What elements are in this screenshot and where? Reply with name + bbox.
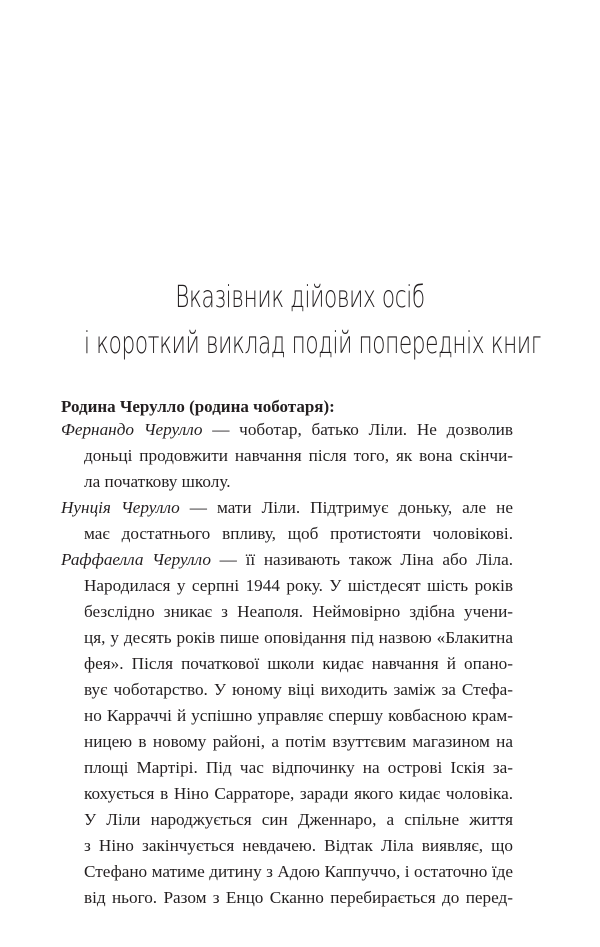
section-heading: Родина Черулло (родина чоботаря): <box>61 397 335 416</box>
entry-line <box>61 547 513 573</box>
entry-text: ницею в новому районі, а потім взуттєвим магазином на <box>84 732 513 751</box>
entry-line <box>84 599 513 625</box>
entry-line <box>61 417 513 443</box>
character-name: Фернандо Черулло <box>61 420 203 439</box>
entry-line <box>84 833 513 859</box>
entry-text: має достатнього впливу, щоб протистояти чоловікові. <box>84 524 513 543</box>
entry-text: з Ніно закінчується невдачею. Відтак Ліла виявляє, що <box>84 836 513 855</box>
entry-text: фея». Після початкової школи кидає навчання й опано- <box>84 654 513 673</box>
entry-text: У Ліли народжується син Дженнаро, а спільне життя <box>84 810 513 829</box>
entry-text: Стефано матиме дитину з Адою Каппуччо, і остаточно їде <box>84 862 513 881</box>
entry-text: — чоботар, батько Ліли. Не дозволив <box>202 420 513 439</box>
entry-text: ла початкову школу. <box>84 472 231 491</box>
entry-line <box>84 469 513 495</box>
entry-line <box>61 495 513 521</box>
entry-line <box>84 443 513 469</box>
entry-line <box>84 807 513 833</box>
entry-text: безслідно зникає з Неаполя. Неймовірно здібна учени- <box>84 602 513 621</box>
entry-line <box>84 755 513 781</box>
entry-text: но Карраччі й успішно управляє спершу ковбасною крам- <box>84 706 513 725</box>
entry-text: — мати Ліли. Підтримує доньку, але не <box>179 498 513 517</box>
entry-line <box>84 521 513 547</box>
entry-text: кохується в Ніно Сарраторе, заради якого кидає чоловіка. <box>84 784 513 803</box>
character-name: Раффаелла Черулло <box>61 550 211 569</box>
entry-text: від нього. Разом з Енцо Сканно перебирається до перед- <box>84 888 513 907</box>
entry-text: ця, у десять років пише оповідання під назвою «Блакитна <box>84 628 513 647</box>
entry-line <box>84 859 513 885</box>
entry-text: доньці продовжити навчання після того, як вона скінчи- <box>84 446 513 465</box>
page-title-line-2: і короткий виклад подій попередніх книг <box>83 326 542 361</box>
entry-text: — її називають також Ліна або Ліла. <box>210 550 514 569</box>
character-name: Нунція Черулло <box>61 498 180 517</box>
entry-line <box>84 625 513 651</box>
entry-line <box>84 781 513 807</box>
entry-text: площі Мартірі. Під час відпочинку на острові Іскія за- <box>84 758 513 777</box>
entry-line <box>84 573 513 599</box>
entry-line <box>84 651 513 677</box>
entry-line <box>84 885 513 911</box>
entry-line <box>84 729 513 755</box>
entry-text: Народилася у серпні 1944 року. У шістдесят шість років <box>84 576 513 595</box>
page-title-line-1: Вказівник дійових осіб <box>175 280 425 315</box>
entry-text: вує чоботарство. У юному віці виходить заміж за Стефа- <box>84 680 513 699</box>
entry-line <box>84 677 513 703</box>
entry-line <box>84 703 513 729</box>
